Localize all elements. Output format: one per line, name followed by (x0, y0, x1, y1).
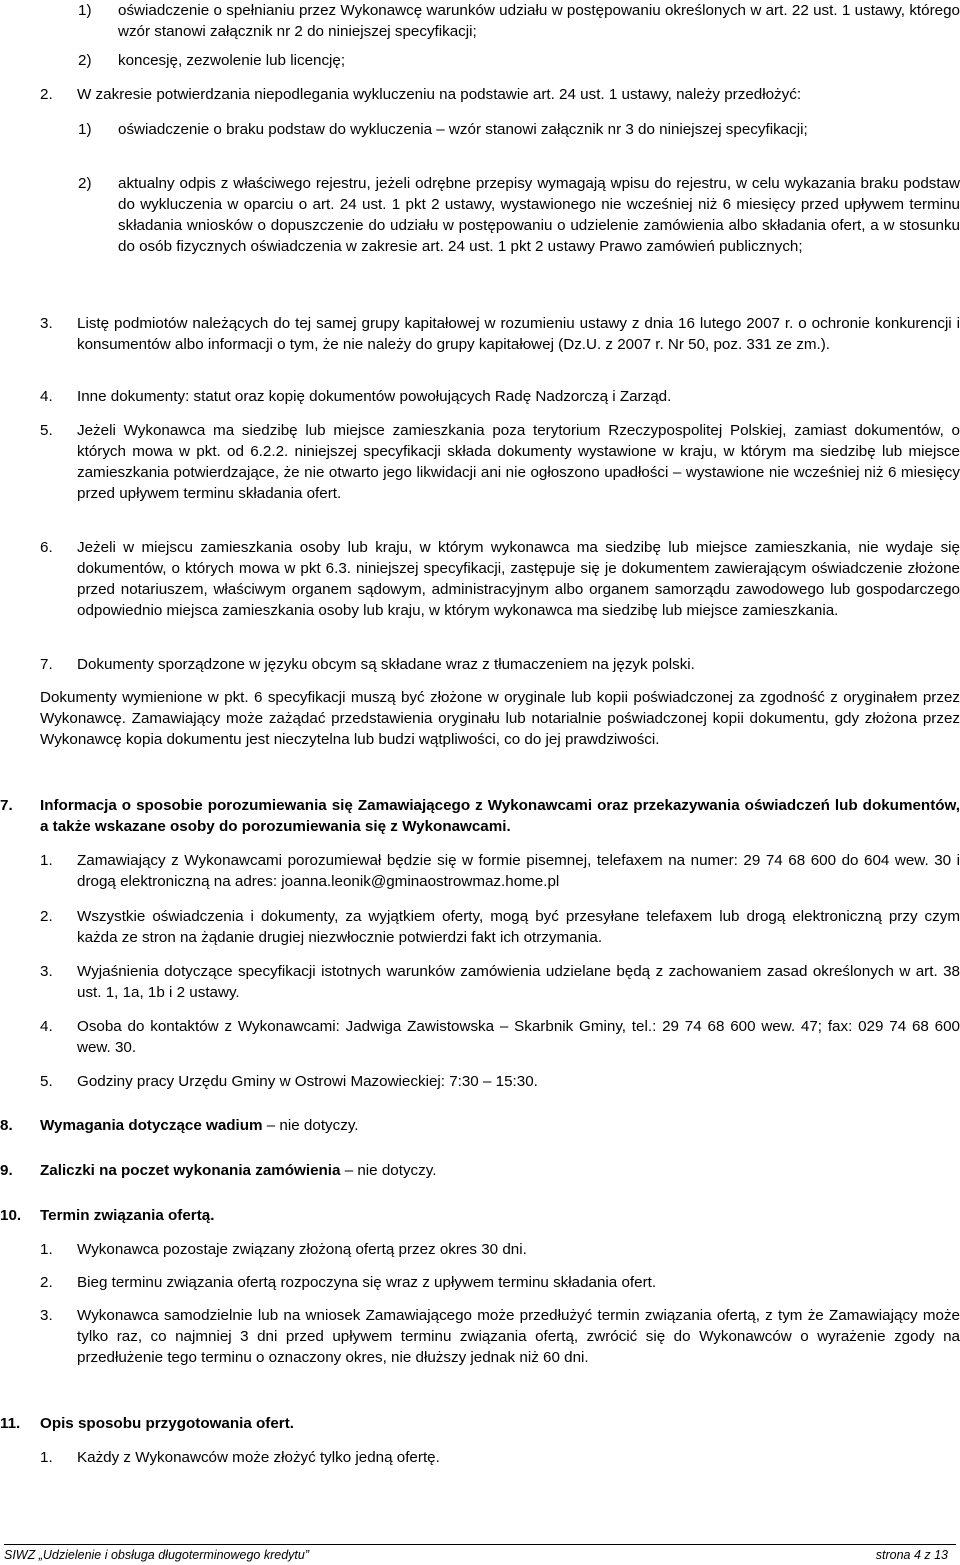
list-item (78, 173, 960, 257)
section-title: Termin związania ofertą. (40, 1207, 215, 1224)
list-item (78, 50, 960, 71)
item-text: Każdy z Wykonawców może złożyć tylko jedną ofertę. (77, 1449, 440, 1466)
item-text: koncesję, zezwolenie lub licencję; (118, 52, 346, 69)
item-number: 3. (40, 1307, 53, 1324)
item-number: 2) (78, 52, 92, 69)
item-number: 1. (40, 1241, 53, 1258)
item-number: 2. (40, 86, 53, 103)
item-text: Wyjaśnienia dotyczące specyfikacji istotnych warunków zamówienia udzielane będą z zachowaniem zasad określonych w art. 38 ust. 1, 1a, 1b i 2 ustawy. (77, 963, 960, 1001)
list-item (40, 1272, 960, 1293)
item-text: aktualny odpis z właściwego rejestru, jeżeli odrębne przepisy wymagają wpisu do rejestru, w celu wykazania braku podstaw do wykluczenia w oparciu o art. 24 ust. 1 pkt 2 ustawy, wystawionego nie wcześniej niż 6 miesięcy przed upływem terminu składania wniosków o dopuszczenie do udziału w postępowaniu o udzielenie zamówienia albo składania ofert, a w stosunku do osób fizycznych oświadczenia w zakresie art. 24 ust. 1 pkt 2 ustawy Prawo zamówień publicznych; (118, 175, 960, 255)
list-item (40, 386, 960, 407)
item-text: Osoba do kontaktów z Wykonawcami: Jadwiga Zawistowska – Skarbnik Gminy, tel.: 29 74 68 600 wew. 47; fax: 029 74 68 600 wew. 30. (77, 1018, 960, 1056)
list-item (40, 84, 960, 105)
list-item (40, 654, 960, 675)
item-number: 1) (78, 2, 92, 19)
item-text: Jeżeli Wykonawca ma siedzibę lub miejsce zamieszkania poza terytorium Rzeczypospolitej Polskiej, zamiast dokumentów, o których mowa w pkt. od 6.2.2. niniejszej specyfikacji składa dokumenty wystawione w kraju, w którym ma siedzibę lub miejsce zamieszkania potwierdzające, że nie otwarto jego likwidacji ani nie ogłoszono upadłości – wystawione nie wcześniej niż 6 miesięcy przed upływem terminu składania ofert. (77, 422, 960, 502)
list-item (40, 906, 960, 948)
item-text: Zamawiający z Wykonawcami porozumiewał będzie się w formie pisemnej, telefaxem na numer: 29 74 68 600 do 604 wew. 30 i drogą elektroniczną na adres: joanna.leonik@gminaostrowmaz.home.pl (77, 852, 960, 890)
item-text: Bieg terminu związania ofertą rozpoczyna się wraz z upływem terminu składania ofert. (77, 1274, 657, 1291)
footer-divider (4, 1544, 956, 1545)
item-number: 4. (40, 388, 53, 405)
section-title: Informacja o sposobie porozumiewania się Zamawiającego z Wykonawcami oraz przekazywania oświadczeń lub dokumentów, a także wskazane osoby do porozumiewania się z Wykonawcami. (40, 797, 960, 835)
section-note: – nie dotyczy. (262, 1117, 359, 1134)
list-item (40, 313, 960, 355)
section-heading (0, 1205, 960, 1226)
item-text: oświadczenie o spełnianiu przez Wykonawcę warunków udziału w postępowaniu określonych w art. 22 ust. 1 ustawy, którego wzór stanowi załącznik nr 2 do niniejszej specyfikacji; (118, 2, 960, 40)
page-number: strona 4 z 13 (875, 1548, 948, 1562)
section-number: 8. (0, 1117, 13, 1134)
page-footer (4, 1546, 948, 1564)
section-title: Zaliczki na poczet wykonania zamówienia (40, 1162, 341, 1179)
section-heading (0, 795, 960, 837)
list-item (40, 1239, 960, 1260)
item-number: 3. (40, 963, 53, 980)
list-item (40, 420, 960, 504)
item-text: Godziny pracy Urzędu Gminy w Ostrowi Mazowieckiej: 7:30 – 15:30. (77, 1073, 538, 1090)
item-text: Inne dokumenty: statut oraz kopię dokumentów powołujących Radę Nadzorczą i Zarząd. (77, 388, 672, 405)
item-number: 2. (40, 1274, 53, 1291)
section-title: Wymagania dotyczące wadium (40, 1117, 263, 1134)
item-number: 7. (40, 656, 53, 673)
item-text: Wykonawca pozostaje związany złożoną ofertą przez okres 30 dni. (77, 1241, 527, 1258)
section-title: Opis sposobu przygotowania ofert. (40, 1415, 294, 1432)
section-number: 7. (0, 797, 13, 814)
list-item (40, 537, 960, 621)
section-note: – nie dotyczy. (340, 1162, 437, 1179)
item-number: 1) (78, 121, 92, 138)
item-number: 4. (40, 1018, 53, 1035)
list-item (78, 0, 960, 42)
item-text: oświadczenie o braku podstaw do wykluczenia – wzór stanowi załącznik nr 3 do niniejszej specyfikacji; (118, 121, 808, 138)
documents-note: Dokumenty wymienione w pkt. 6 specyfikacji muszą być złożone w oryginale lub kopii poświadczonej za zgodność z oryginałem przez Wykonawcę. Zamawiający może zażądać przedstawienia oryginału lub notarialnie poświadczonej kopii dokumentu, gdy złożona przez Wykonawcę kopia dokumentu jest nieczytelna lub budzi wątpliwości, co do jej prawdziwości. (40, 689, 960, 748)
item-text: Dokumenty sporządzone w języku obcym są składane wraz z tłumaczeniem na język polski. (77, 656, 695, 673)
item-number: 1. (40, 852, 53, 869)
item-text: W zakresie potwierdzania niepodlegania wykluczeniu na podstawie art. 24 ust. 1 ustawy, należy przedłożyć: (77, 86, 802, 103)
footer-title: SIWZ „Udzielenie i obsługa długoterminowego kredytu” (4, 1548, 310, 1562)
section-number: 9. (0, 1162, 13, 1179)
section-heading (0, 1413, 960, 1434)
item-text: Wszystkie oświadczenia i dokumenty, za wyjątkiem oferty, mogą być przesyłane telefaxem lub drogą elektroniczną przy czym każda ze stron na żądanie drugiej niezwłocznie potwierdzi fakt ich otrzymania. (77, 908, 960, 946)
list-item (40, 1305, 960, 1368)
list-item (40, 961, 960, 1003)
section-number: 10. (0, 1207, 22, 1224)
item-number: 1. (40, 1449, 53, 1466)
list-item (78, 119, 960, 140)
list-item (40, 1016, 960, 1058)
item-text: Jeżeli w miejscu zamieszkania osoby lub kraju, w którym wykonawca ma siedzibę lub miejsce zamieszkania, nie wydaje się dokumentów, o których mowa w pkt 6.3. niniejszej specyfikacji, zastępuje się je dokumentem zawierającym oświadczenie złożone przed notariuszem, właściwym organem sądowym, administracyjnym albo organem samorządu zawodowego lub gospodarczego odpowiednio miejsca zamieszkania osoby lub kraju, w którym wykonawca ma siedzibę lub miejsce zamieszkania. (77, 539, 960, 619)
item-number: 5. (40, 1073, 53, 1090)
section-heading (0, 1160, 960, 1181)
item-number: 6. (40, 539, 53, 556)
item-number: 3. (40, 315, 53, 332)
item-text: Wykonawca samodzielnie lub na wniosek Zamawiającego może przedłużyć termin związania ofertą, z tym że Zamawiający może tylko raz, co najmniej 3 dni przed upływem terminu związania ofertą, zwrócić się do Wykonawców o wyrażenie zgody na przedłużenie tego terminu o oznaczony okres, nie dłuższy jednak niż 60 dni. (77, 1307, 960, 1366)
item-number: 5. (40, 422, 53, 439)
list-item (40, 1447, 960, 1468)
list-item (40, 1071, 960, 1092)
section-heading (0, 1115, 960, 1136)
item-text: Listę podmiotów należących do tej samej grupy kapitałowej w rozumieniu ustawy z dnia 16 lutego 2007 r. o ochronie konkurencji i konsumentów albo informacji o tym, że nie należy do grupy kapitałowej (Dz.U. z 2007 r. Nr 50, poz. 331 ze zm.). (77, 315, 960, 353)
item-number: 2. (40, 908, 53, 925)
section-number: 11. (0, 1415, 21, 1432)
item-number: 2) (78, 175, 92, 192)
list-item (40, 850, 960, 892)
